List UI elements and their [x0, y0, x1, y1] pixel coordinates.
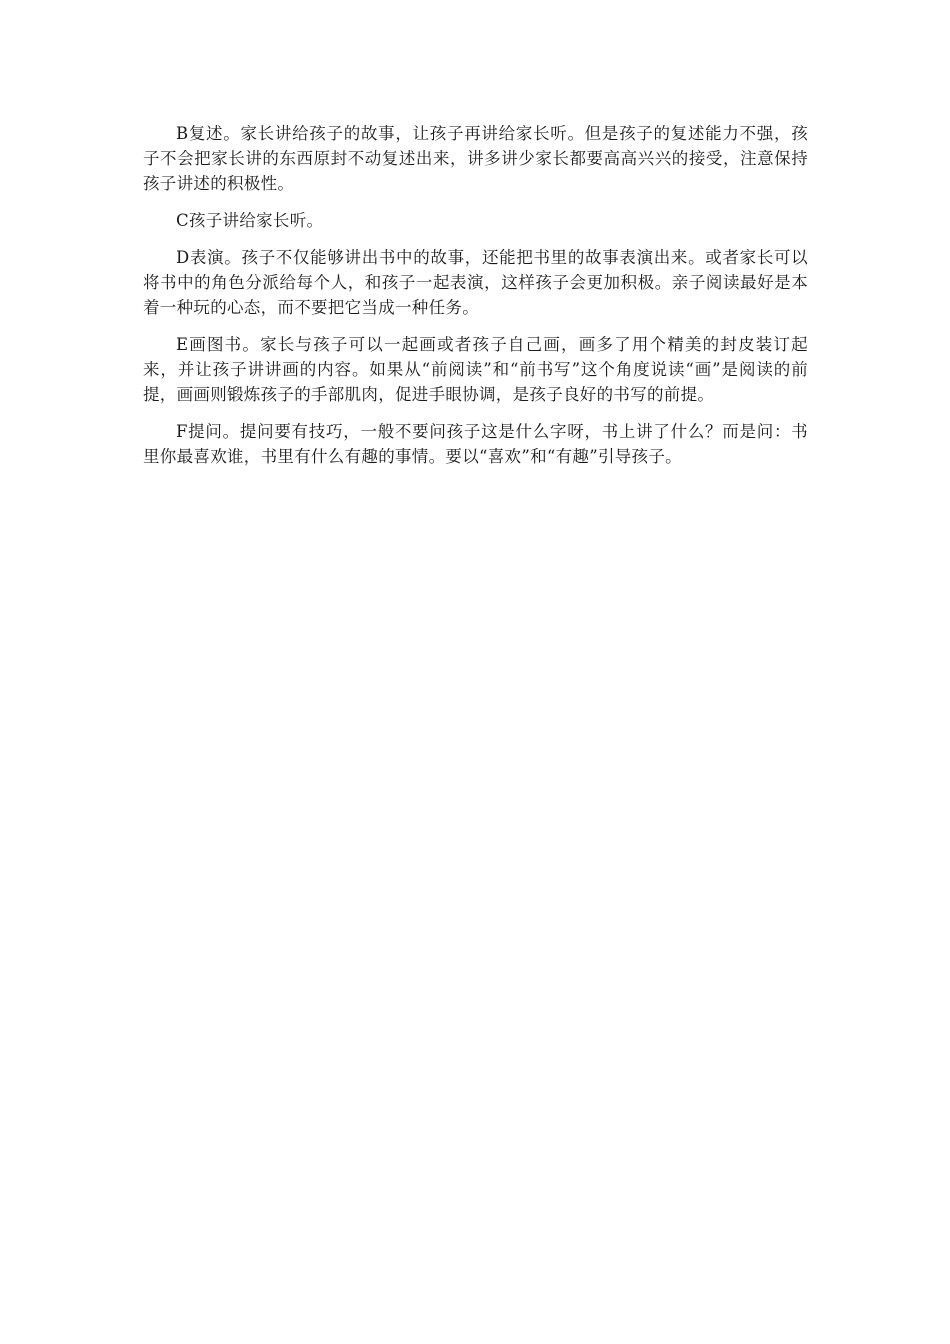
paragraph-retelling: B复述。家长讲给孩子的故事，让孩子再讲给家长听。但是孩子的复述能力不强，孩子不会把家长讲的东西原封不动复述出来，讲多讲少家长都要高高兴兴的接受，注意保持孩子讲述的积极性。 [143, 124, 808, 193]
paragraph-drawing-books: E画图书。家长与孩子可以一起画或者孩子自己画，画多了用个精美的封皮装订起来，并让孩子讲讲画的内容。如果从“前阅读”和“前书写”这个角度说读“画”是阅读的前提，画画则锻炼孩子的手部肌肉，促进手眼协调，是孩子良好的书写的前提。 [143, 335, 808, 404]
paragraph-questioning: F提问。提问要有技巧，一般不要问孩子这是什么字呀，书上讲了什么？而是问：书里你最喜欢谁，书里有什么有趣的事情。要以“喜欢”和“有趣”引导孩子。 [143, 422, 808, 466]
paragraph-performance: D表演。孩子不仅能够讲出书中的故事，还能把书里的故事表演出来。或者家长可以将书中的角色分派给每个人，和孩子一起表演，这样孩子会更加积极。亲子阅读最好是本着一种玩的心态，而不要把它当成一种任务。 [143, 248, 808, 317]
document-body [143, 121, 808, 481]
paragraph-child-tells-parent: C孩子讲给家长听。 [176, 211, 324, 230]
